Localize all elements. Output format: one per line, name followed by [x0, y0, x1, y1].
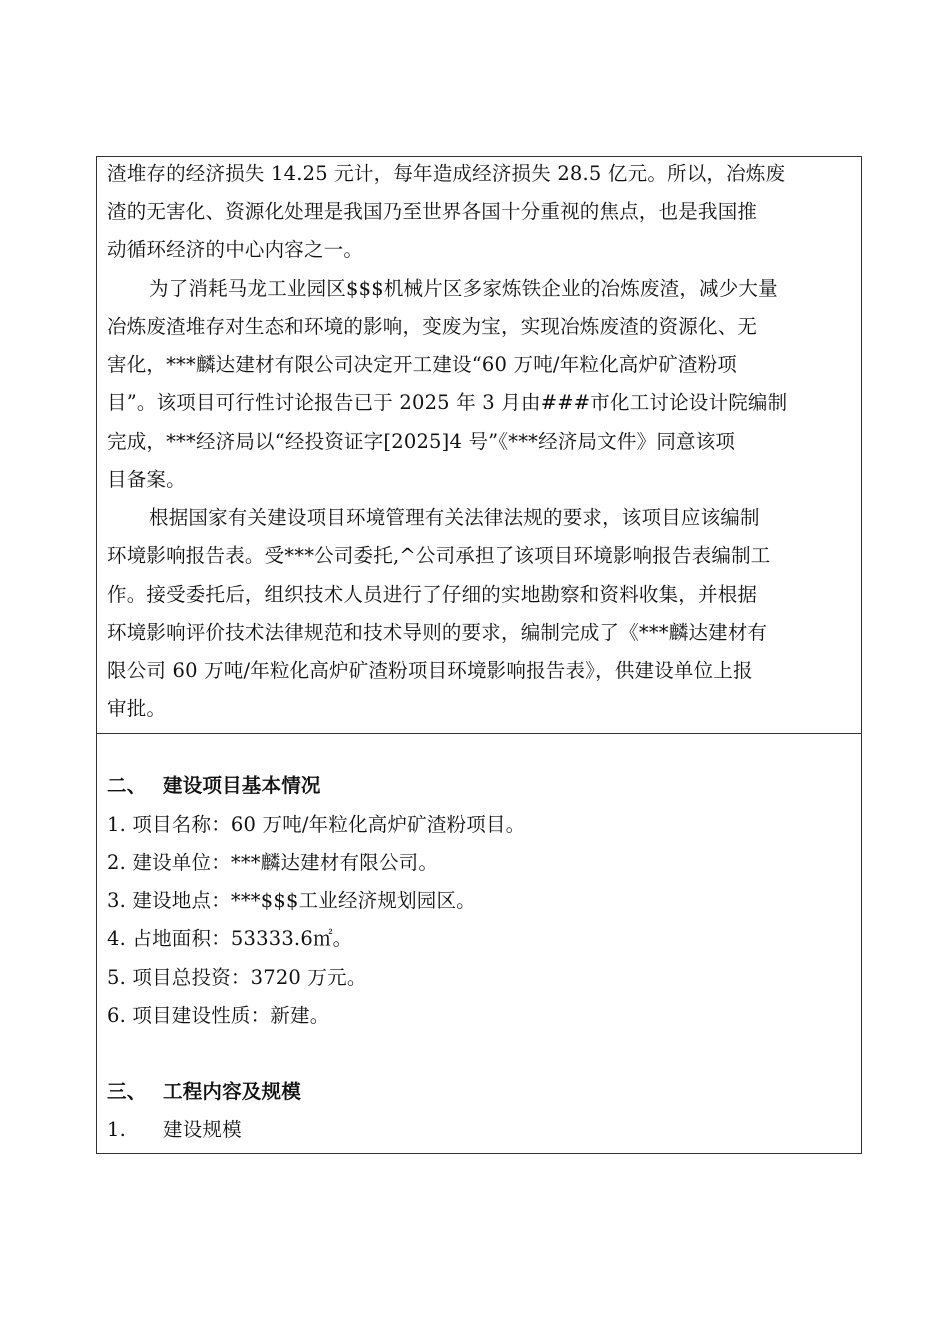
section-three-heading	[107, 1082, 301, 1102]
info-item: 3. 建设地点：***$$$工业经济规划园区。	[107, 889, 476, 912]
info-item: 5. 项目总投资：3720 万元。	[107, 966, 367, 989]
text-line: 渣的无害化、资源化处理是我国乃至世界各国十分重视的焦点，也是我国推	[107, 200, 758, 223]
text-line: 完成，***经济局以“经投资证字[2025]4 号”《***经济局文件》同意该项	[107, 430, 736, 453]
text-line: 害化，***麟达建材有限公司决定开工建设“60 万吨/年粒化高炉矿渣粉项	[107, 353, 738, 376]
subsection-title: 建设规模	[163, 1118, 242, 1141]
section-number: 三、	[107, 1080, 147, 1103]
paragraph-start: 为了消耗马龙工业园区$$$机械片区多家炼铁企业的冶炼废渣，减少大量	[149, 277, 778, 300]
info-item: 1. 项目名称：60 万吨/年粒化高炉矿渣粉项目。	[107, 813, 526, 836]
text-line: 审批。	[107, 697, 167, 720]
text-line: 目”。该项目可行性讨论报告已于 2025 年 3 月由###市化工讨论设计院编制	[107, 391, 788, 414]
subsection-heading	[107, 1120, 242, 1140]
info-item: 2. 建设单位：***麟达建材有限公司。	[107, 851, 439, 874]
section-two-heading	[107, 776, 321, 796]
text-line: 作。接受委托后，组织技术人员进行了仔细的实地勘察和资料收集，并根据	[107, 583, 758, 606]
text-line: 渣堆存的经济损失 14.25 元计，每年造成经济损失 28.5 亿元。所以，冶炼废	[107, 162, 786, 185]
info-item: 4. 占地面积：53333.6㎡。	[107, 927, 353, 950]
info-item: 6. 项目建设性质：新建。	[107, 1004, 330, 1027]
paragraph-start: 根据国家有关建设项目环境管理有关法律法规的要求，该项目应该编制	[149, 506, 760, 529]
section-title: 工程内容及规模	[163, 1080, 301, 1103]
section-number: 二、	[107, 774, 147, 797]
text-line: 环境影响评价技术法律规范和技术导则的要求，编制完成了《***麟达建材有	[107, 621, 768, 644]
project-info-cell	[97, 734, 862, 1154]
section-title: 建设项目基本情况	[163, 774, 321, 797]
text-line: 冶炼废渣堆存对生态和环境的影响，变废为宝，实现冶炼废渣的资源化、无	[107, 315, 758, 338]
report-table	[96, 156, 862, 1154]
text-line: 环境影响报告表。受***公司委托,^公司承担了该项目环境影响报告表编制工	[107, 544, 771, 567]
text-line: 目备案。	[107, 468, 186, 491]
background-cell	[97, 157, 862, 734]
subsection-number: 1.	[107, 1118, 127, 1141]
text-line: 限公司 60 万吨/年粒化高炉矿渣粉项目环境影响报告表》，供建设单位上报	[107, 659, 753, 682]
text-line: 动循环经济的中心内容之一。	[107, 238, 364, 261]
